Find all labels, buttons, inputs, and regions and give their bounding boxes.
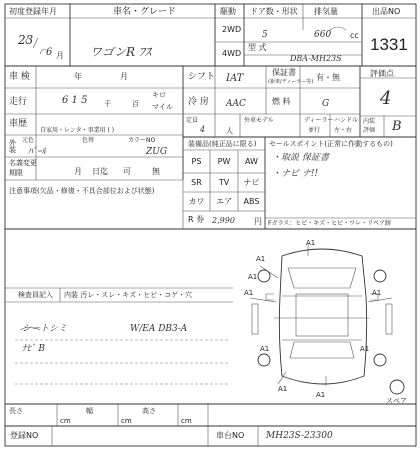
hw-fuel: G bbox=[322, 99, 330, 109]
mile-unit: マイル bbox=[152, 103, 173, 111]
hw-reg-month: 6 bbox=[46, 47, 53, 58]
handle-left-right: 左・右 bbox=[334, 127, 353, 134]
damage-mark-front-left: A1 bbox=[256, 255, 266, 263]
inspection-label: 車 検 bbox=[9, 72, 30, 82]
name-change-possible: 可 bbox=[123, 167, 131, 176]
history-label: 車歴 bbox=[9, 119, 28, 129]
reg-month-suffix: 月 bbox=[56, 51, 64, 60]
km-unit: キロ bbox=[152, 91, 166, 99]
equip-airbag: エア bbox=[216, 197, 232, 206]
width-cm: cm bbox=[121, 417, 132, 425]
drive-4wd: 4WD bbox=[222, 49, 242, 58]
ext-color-label: 色替 bbox=[82, 137, 95, 144]
dealer-label: ディーラー bbox=[304, 117, 334, 124]
name-change-label: 名義変更 bbox=[9, 159, 37, 167]
first-reg-label: 初度登録年月 bbox=[9, 7, 57, 16]
equip-abs: ABS bbox=[243, 197, 260, 206]
mileage-label: 走行 bbox=[9, 97, 28, 107]
lot-number: 1331 bbox=[370, 35, 408, 54]
hw-mileage: 6 1 5 bbox=[62, 95, 88, 106]
exterior-model-label: 外車モデル bbox=[244, 117, 274, 124]
interior-score-label: 評価 bbox=[363, 127, 376, 134]
warranty-sub: (新車/ディーラー等) bbox=[268, 79, 314, 85]
warranty-yes-no: 有・無 bbox=[316, 73, 340, 82]
damage-mark-left: A1 bbox=[244, 289, 254, 297]
hw-name-grade: ワゴンR ﾌｽ bbox=[90, 45, 151, 59]
hw-sales-point-1: ・取説 保証書 bbox=[272, 153, 329, 163]
glass-label: Fガラス：ヒビ・キズ・ヒビ・ワレ・リペア跡 bbox=[268, 220, 392, 227]
damage-mark-front: A1 bbox=[306, 239, 316, 247]
equip-tv: TV bbox=[218, 178, 230, 187]
ext-original-label: 元色 bbox=[22, 137, 35, 144]
mileage-sen: 千 bbox=[104, 100, 111, 108]
aircon-label: 冷 房 bbox=[188, 97, 209, 107]
name-change-deadline: 期限 bbox=[9, 169, 23, 177]
name-change-no: 無 bbox=[152, 167, 160, 176]
length-cm: cm bbox=[60, 417, 71, 425]
capacity-label: 定員 bbox=[186, 117, 199, 124]
height-label: 高さ bbox=[142, 407, 156, 415]
sales-point-label: セールスポイント(正常に作動するもの) bbox=[269, 140, 393, 148]
handle-label: ハンドル bbox=[334, 117, 359, 124]
reg-no-label: 登録NO bbox=[10, 431, 39, 440]
shift-label: シフト bbox=[188, 72, 216, 82]
model-label: 型 式 bbox=[248, 43, 267, 52]
hw-inspector-line2: ﾅﾋﾞ B bbox=[22, 344, 45, 354]
hw-recycle-amount: 2,990 bbox=[212, 216, 235, 225]
displacement-label: 排気量 bbox=[314, 7, 338, 16]
inspection-year: 年 bbox=[74, 72, 82, 81]
name-grade-label: 車名・グレード bbox=[113, 7, 177, 17]
hw-aircon: AAC bbox=[226, 99, 246, 109]
capacity-person: 人 bbox=[226, 127, 233, 135]
length-label: 長さ bbox=[9, 407, 23, 415]
damage-mark-rear: A1 bbox=[316, 391, 326, 399]
color-no-label: カラーNO bbox=[128, 137, 156, 144]
warranty-label: 保証書 bbox=[272, 68, 296, 77]
hw-door-count: 5 bbox=[262, 30, 268, 40]
hw-interior-score: B bbox=[392, 119, 402, 134]
equip-leather: カワ bbox=[188, 197, 205, 206]
name-change-month: 月 bbox=[74, 167, 82, 176]
drive-label: 駆動 bbox=[220, 7, 236, 16]
hw-color-no: ZUG bbox=[146, 147, 168, 157]
equip-aw: AW bbox=[245, 157, 258, 166]
hw-frame-no: MH23S-23300 bbox=[266, 431, 333, 441]
frame-no-label: 車台NO bbox=[216, 431, 245, 440]
door-label: ドア数・形状 bbox=[250, 7, 298, 16]
width-label: 幅 bbox=[86, 407, 93, 415]
name-change-day: 日迄 bbox=[92, 167, 108, 176]
spare-tire-icon bbox=[388, 378, 406, 396]
spare-label: スペア bbox=[386, 397, 407, 405]
lot-no-label: 出品NO bbox=[372, 7, 401, 16]
mileage-hyaku: 百 bbox=[132, 100, 139, 108]
hw-capacity: 4 bbox=[200, 125, 206, 134]
inspection-month: 月 bbox=[120, 72, 128, 81]
damage-mark-right: A1 bbox=[372, 289, 382, 297]
interior-flags: 内装 汚レ・スレ・キズ・ヒビ・コゲ・穴 bbox=[64, 291, 193, 299]
damage-mark-rear-right: A1 bbox=[360, 345, 370, 353]
hw-reg-year: 23 bbox=[18, 33, 34, 47]
parallel-label: 並行 bbox=[308, 127, 321, 134]
equip-ps: PS bbox=[191, 157, 202, 166]
hw-sales-point-2: ・ナビ ナ!! bbox=[272, 169, 319, 179]
damage-mark-mirror: A1 bbox=[248, 273, 258, 281]
hw-shift: IAT bbox=[226, 73, 244, 84]
equip-navi: ナビ bbox=[243, 178, 260, 187]
equip-sr: SR bbox=[191, 178, 202, 187]
equip-pw: PW bbox=[217, 157, 231, 166]
hw-ext-color: ﾊﾟｰﾙ bbox=[28, 147, 47, 157]
car-diagram bbox=[242, 236, 402, 406]
notes-label: 注意事項(欠品・修復・不具合部位および状態) bbox=[9, 187, 155, 195]
hw-inspector-line1: シートシミ bbox=[22, 324, 68, 334]
recycle-yen: 円 bbox=[254, 217, 262, 226]
damage-mark-rear-corner: A1 bbox=[278, 385, 288, 393]
history-options: 自家用・レンタ・事業用 ( ) bbox=[40, 127, 115, 134]
score-label: 評価点 bbox=[370, 69, 394, 78]
height-cm: cm bbox=[181, 417, 192, 425]
cc-unit: cc bbox=[350, 31, 359, 40]
exterior-label: 外装 bbox=[9, 139, 16, 154]
hw-model-code: DBA-MH23S bbox=[290, 54, 342, 63]
equipment-label: 装備品(純正品に限る) bbox=[188, 140, 257, 148]
hw-inspector-line3: W/EA DB3-A bbox=[130, 324, 188, 334]
inspector-notes-label: 検査員記入 bbox=[18, 291, 53, 299]
interior-label: 内装 bbox=[363, 118, 376, 125]
fuel-label: 燃 料 bbox=[272, 97, 291, 106]
recycle-label: R 券 bbox=[188, 215, 205, 224]
drive-2wd: 2WD bbox=[222, 25, 242, 34]
hw-score: 4 bbox=[380, 88, 392, 109]
damage-mark-rear-left: A1 bbox=[260, 345, 270, 353]
hw-displacement: 660 bbox=[314, 30, 332, 40]
